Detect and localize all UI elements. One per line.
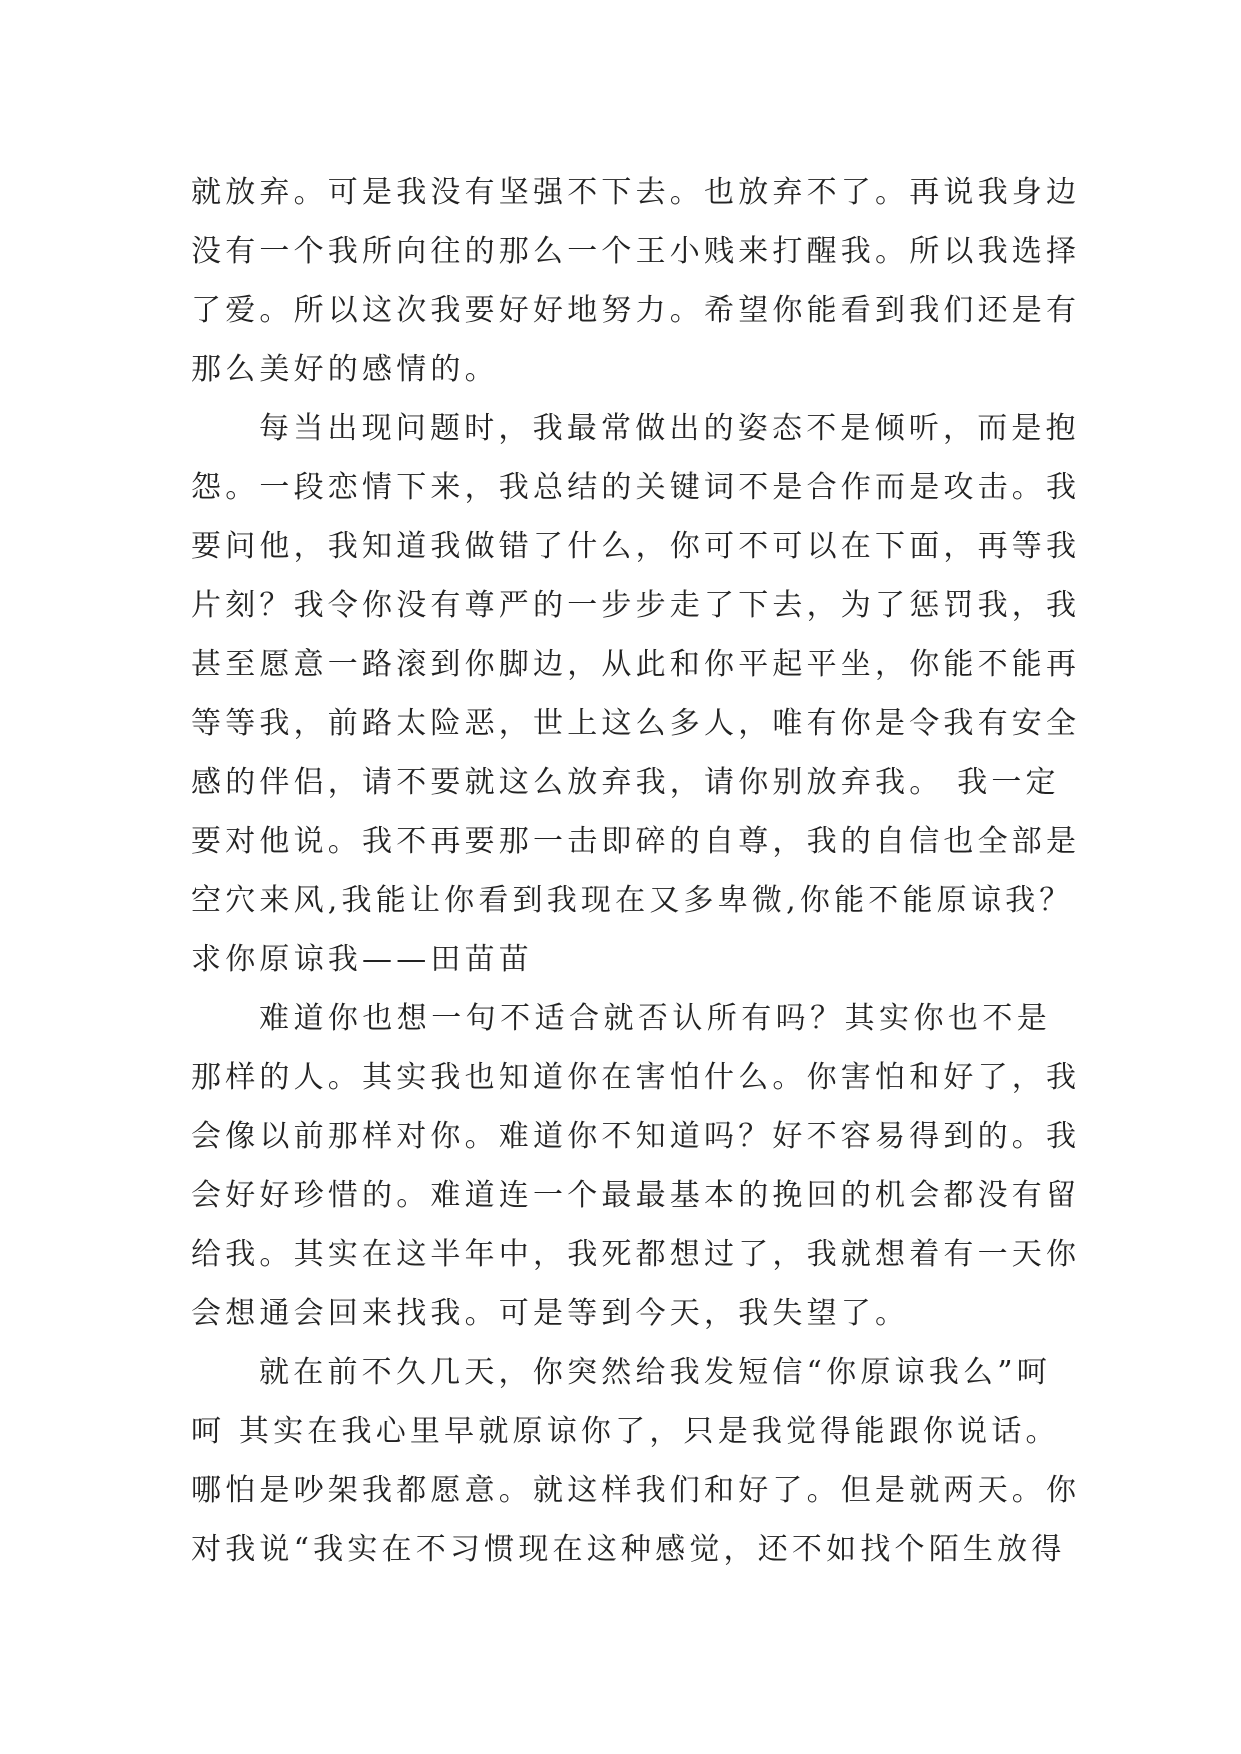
text-line: 会像以前那样对你。难道你不知道吗？好不容易得到的。我 (191, 1119, 1081, 1154)
text-line: 感的伴侣，请不要就这么放弃我，请你别放弃我。 我一定 (191, 765, 1060, 800)
text-line: 就放弃。可是我没有坚强不下去。也放弃不了。再说我身边 (191, 175, 1081, 210)
text-line: 要问他，我知道我做错了什么，你可不可以在下面，再等我 (191, 529, 1081, 564)
text-line: 怨。一段恋情下来，我总结的关键词不是合作而是攻击。我 (191, 470, 1081, 505)
text-line: 那样的人。其实我也知道你在害怕什么。你害怕和好了，我 (191, 1060, 1081, 1095)
text-line: 求你原谅我——田苗苗 (191, 942, 533, 977)
text-line: 会好好珍惜的。难道连一个最最基本的挽回的机会都没有留 (191, 1178, 1081, 1213)
text-line: 没有一个我所向往的那么一个王小贱来打醒我。所以我选择 (191, 234, 1081, 269)
text-line: 对我说“我实在不习惯现在这种感觉，还不如找个陌生放得 (191, 1532, 1066, 1567)
text-line: 甚至愿意一路滚到你脚边，从此和你平起平坐，你能不能再 (191, 647, 1081, 682)
text-line: 难道你也想一句不适合就否认所有吗？其实你也不是 (259, 1001, 1051, 1036)
text-line: 给我。其实在这半年中，我死都想过了，我就想着有一天你 (191, 1237, 1081, 1272)
text-line: 片刻？我令你没有尊严的一步步走了下去，为了惩罚我，我 (191, 588, 1081, 623)
text-line: 了爱。所以这次我要好好地努力。希望你能看到我们还是有 (191, 293, 1081, 328)
document-body (191, 163, 1081, 1579)
text-line: 那么美好的感情的。 (191, 352, 499, 387)
text-line: 哪怕是吵架我都愿意。就这样我们和好了。但是就两天。你 (191, 1473, 1081, 1508)
text-line: 空穴来风,我能让你看到我现在又多卑微,你能不能原谅我？ (191, 883, 1074, 918)
text-line: 每当出现问题时，我最常做出的姿态不是倾听，而是抱 (259, 411, 1080, 446)
text-line: 要对他说。我不再要那一击即碎的自尊，我的自信也全部是 (191, 824, 1081, 859)
text-line: 就在前不久几天，你突然给我发短信“你原谅我么”呵 (259, 1355, 1051, 1390)
text-line: 呵 其实在我心里早就原谅你了，只是我觉得能跟你说话。 (191, 1414, 1060, 1449)
text-line: 会想通会回来找我。可是等到今天，我失望了。 (191, 1296, 910, 1331)
text-line: 等等我，前路太险恶，世上这么多人，唯有你是令我有安全 (191, 706, 1081, 741)
